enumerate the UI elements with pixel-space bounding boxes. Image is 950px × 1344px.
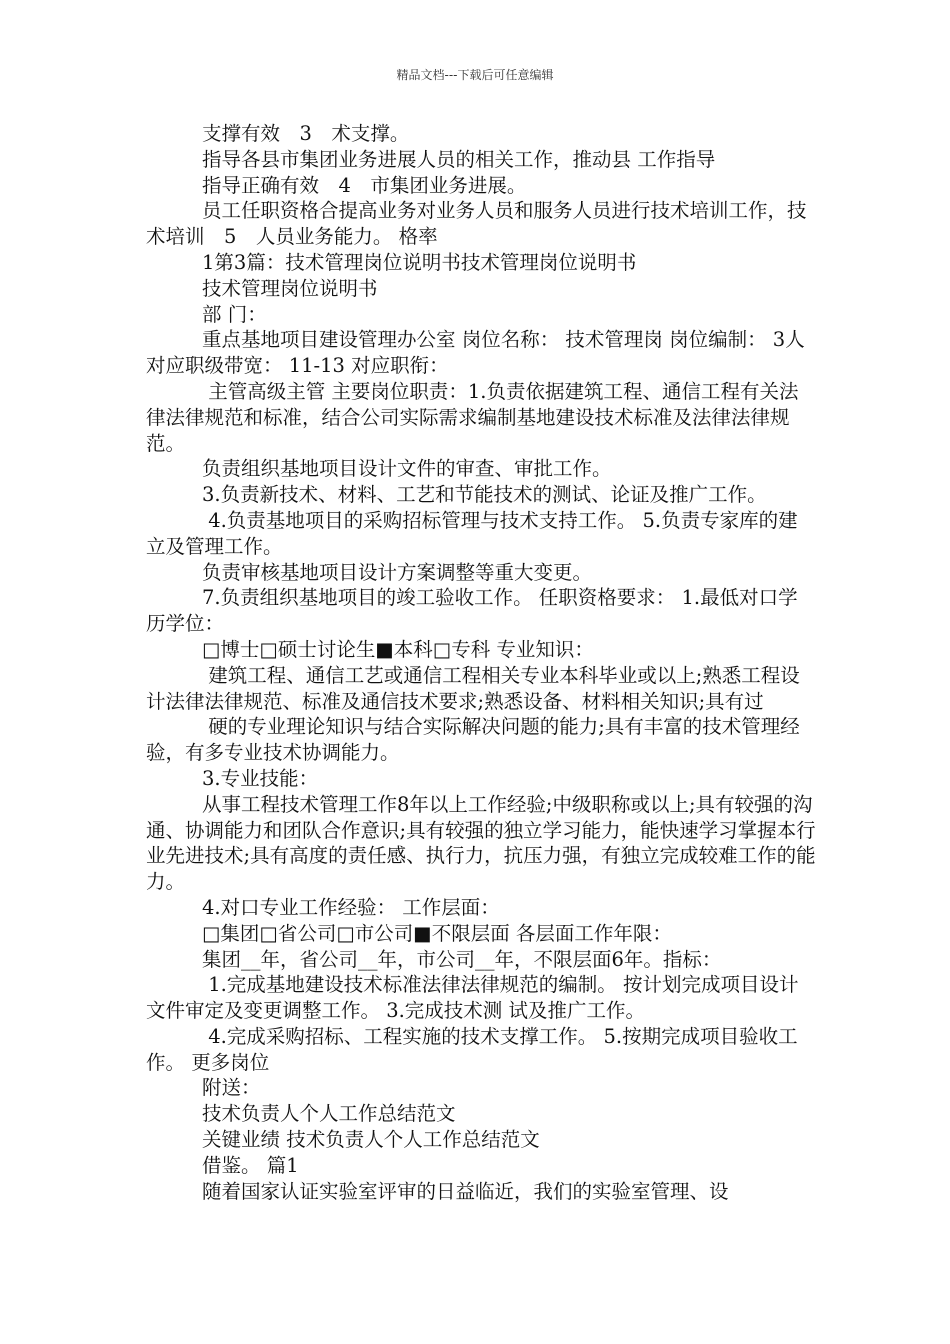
paragraph: 1.完成基地建设技术标准法律法律规范的编制。 按计划完成项目设计文件审定及变更调整工作。 3.完成技术测 试及推广工作。 xyxy=(146,973,799,1023)
paragraph: 1第3篇：技术管理岗位说明书技术管理岗位说明书 xyxy=(202,250,637,274)
paragraph: 技术负责人个人工作总结范文 xyxy=(202,1102,456,1126)
paragraph: 硬的专业理论知识与结合实际解决问题的能力;具有丰富的技术管理经验，有多专业技术协调能力。 xyxy=(146,715,800,765)
paragraph: 负责组织基地项目设计文件的审查、审批工作。 xyxy=(202,457,612,481)
paragraph: 关键业绩 技术负责人个人工作总结范文 xyxy=(202,1128,540,1152)
paragraph: 借鉴。 篇1 xyxy=(202,1153,299,1177)
page-header: 精品文档---下载后可任意编辑 xyxy=(396,68,554,82)
document-body xyxy=(146,121,816,1204)
paragraph: 支撑有效 3 术支撑。 xyxy=(202,122,410,145)
paragraph: 指导各县市集团业务进展人员的相关工作，推动县 工作指导 xyxy=(202,147,716,171)
paragraph: 从事工程技术管理工作8年以上工作经验;中级职称或以上;具有较强的沟通、协调能力和团队合作意识;具有较强的独立学习能力，能快速学习掌握本行业先进技术;具有高度的责任感、执行力，抗压力强，有独立完成较难工作的能力。 xyxy=(146,792,816,894)
paragraph: 随着国家认证实验室评审的日益临近，我们的实验室管理、设 xyxy=(202,1179,729,1203)
paragraph: 集团__年，省公司__年，市公司__年，不限层面6年。指标： xyxy=(202,947,722,971)
paragraph: 附送： xyxy=(202,1076,261,1100)
paragraph: □博士□硕士讨论生■本科□专科 专业知识： xyxy=(202,637,594,661)
paragraph: 技术管理岗位说明书 xyxy=(202,276,378,300)
paragraph: 7.负责组织基地项目的竣工验收工作。 任职资格要求： 1.最低对口学历学位： xyxy=(146,586,798,636)
paragraph: 主管高级主管 主要岗位职责：1.负责依据建筑工程、通信工程有关法律法律规范和标准，结合公司实际需求编制基地建设技术标准及法律法律规范。 xyxy=(146,379,799,455)
paragraph: 指导正确有效 4 市集团业务进展。 xyxy=(202,173,527,197)
paragraph: 负责审核基地项目设计方案调整等重大变更。 xyxy=(202,560,593,584)
paragraph: 员工任职资格合提高业务对业务人员和服务人员进行技术培训工作，技术培训 5 人员业务能力。 格率 xyxy=(146,199,807,249)
paragraph: 3.专业技能： xyxy=(202,766,319,790)
paragraph: 部 门： xyxy=(202,302,267,326)
paragraph: 4.负责基地项目的采购招标管理与技术支持工作。 5.负责专家库的建立及管理工作。 xyxy=(146,508,798,558)
paragraph: 建筑工程、通信工艺或通信工程相关专业本科毕业或以上;熟悉工程设计法律法律规范、标准及通信技术要求;熟悉设备、材料相关知识;具有过 xyxy=(146,663,800,713)
paragraph: 3.负责新技术、材料、工艺和节能技术的测试、论证及推广工作。 xyxy=(202,483,767,507)
paragraph: 重点基地项目建设管理办公室 岗位名称： 技术管理岗 岗位编制： 3人 对应职级带宽： 11-13 对应职衔： xyxy=(146,328,811,378)
paragraph: 4.对口专业工作经验： 工作层面： xyxy=(202,895,500,919)
paragraph: 4.完成采购招标、工程实施的技术支撑工作。 5.按期完成项目验收工作。 更多岗位 xyxy=(146,1024,798,1074)
paragraph: □集团□省公司□市公司■不限层面 各层面工作年限： xyxy=(202,921,672,945)
